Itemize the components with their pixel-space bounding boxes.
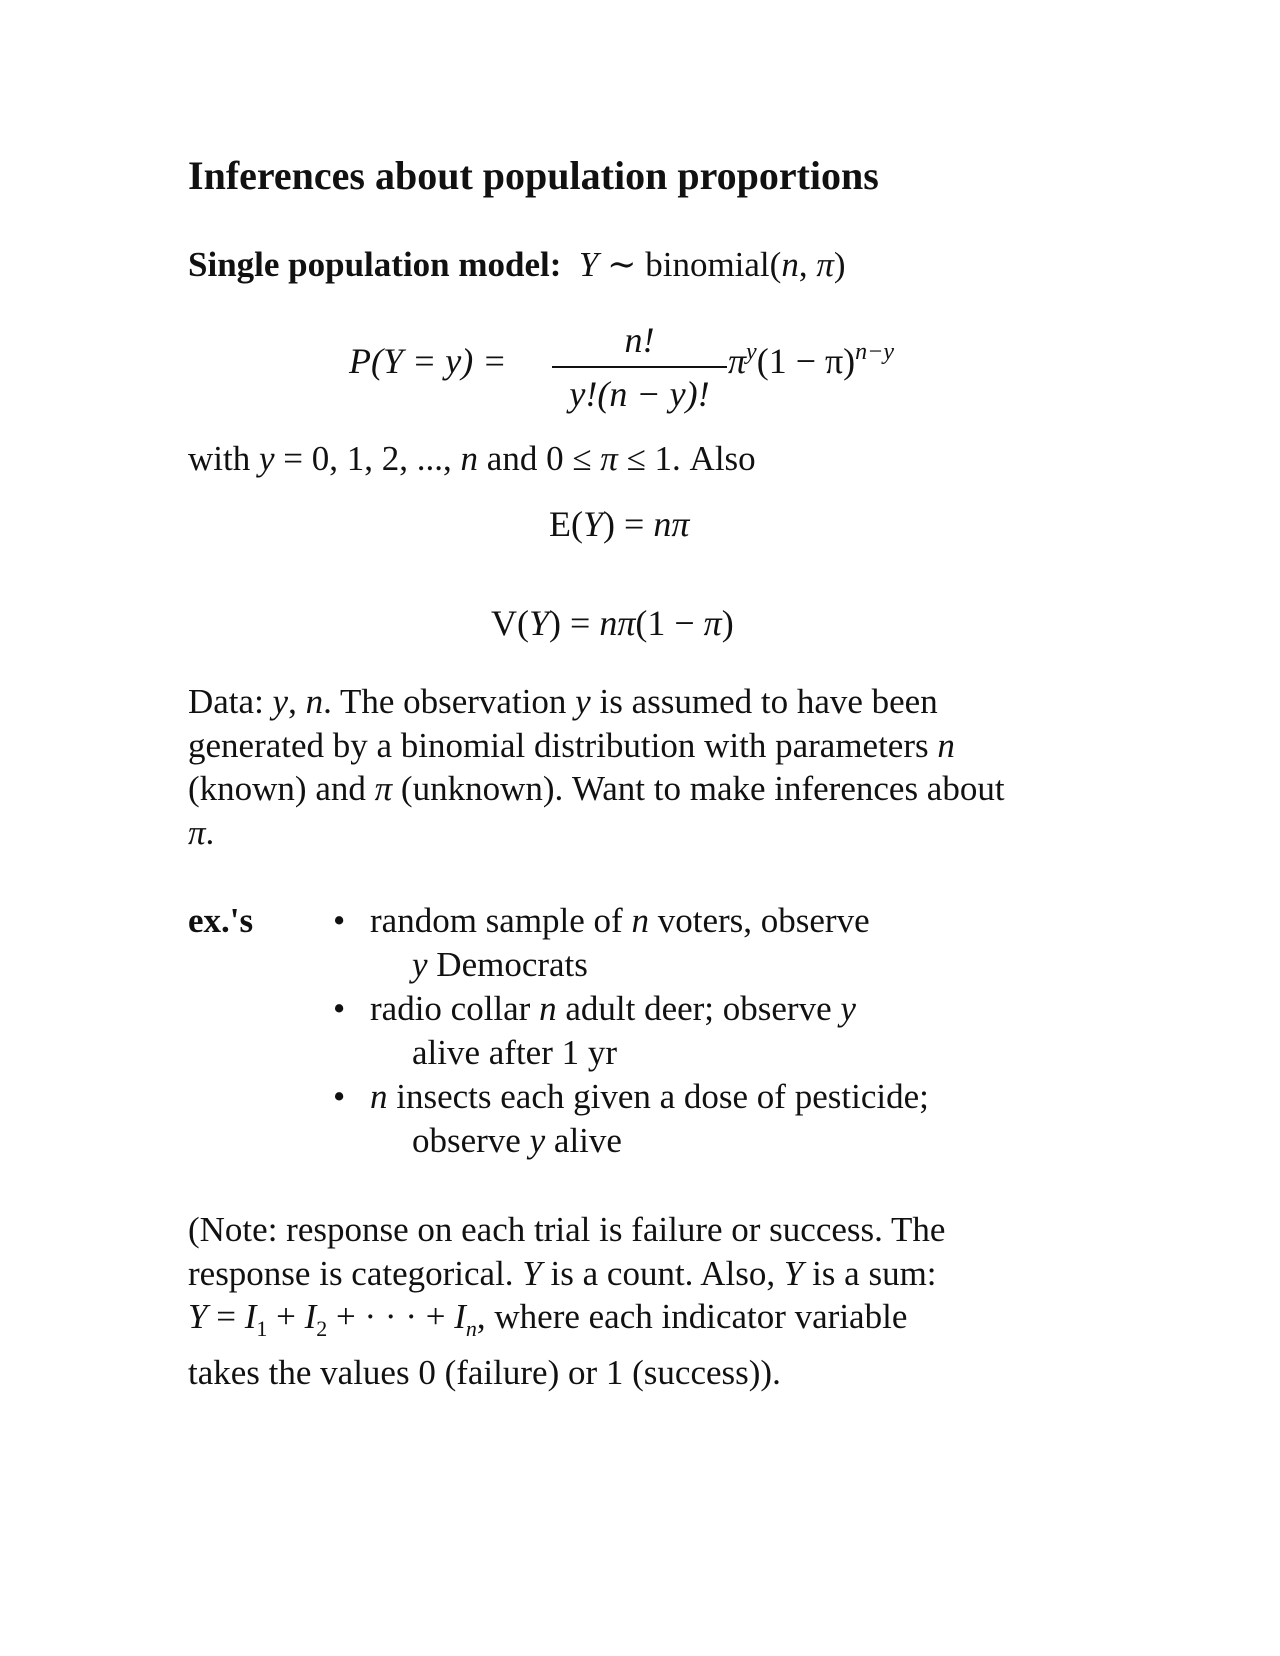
mean-formula bbox=[549, 503, 689, 545]
example-var-y: y bbox=[412, 945, 428, 984]
pmf-rhs-base: π bbox=[728, 341, 747, 381]
note-var-I: I bbox=[304, 1297, 317, 1336]
model-statement bbox=[188, 245, 846, 285]
var-var-pi: π bbox=[617, 603, 636, 643]
support-var-n: n bbox=[460, 439, 479, 478]
note-text: is a count. Also, bbox=[541, 1253, 784, 1293]
var-text-1: V( bbox=[491, 603, 529, 643]
mean-text-1: E( bbox=[549, 504, 583, 544]
mean-var-n: n bbox=[653, 504, 672, 544]
data-var-y: y bbox=[272, 682, 289, 721]
support-text-4: ≤ 1. Also bbox=[617, 439, 756, 478]
example-2-line-1 bbox=[370, 987, 856, 1031]
data-text: (unknown). Want to make inferences about bbox=[392, 769, 1005, 808]
model-dist-name: binomial( bbox=[645, 245, 782, 284]
page-title: Inferences about population proportions bbox=[188, 153, 879, 198]
note-line-2 bbox=[188, 1252, 945, 1296]
data-line-3 bbox=[188, 767, 1005, 811]
var-var-n: n bbox=[599, 603, 618, 643]
model-var-Y: Y bbox=[578, 245, 599, 284]
example-3-line-1 bbox=[370, 1075, 929, 1119]
pmf-lhs: P(Y = y) = bbox=[349, 341, 507, 381]
note-text: response is categorical. bbox=[188, 1253, 523, 1293]
var-text-3: (1 − bbox=[635, 603, 704, 643]
model-var-n: n bbox=[781, 245, 799, 284]
pmf-denominator: y!(n − y)! bbox=[569, 374, 710, 414]
data-line-4 bbox=[188, 811, 1005, 855]
example-text: random sample of bbox=[370, 901, 632, 940]
examples-label: ex.'s bbox=[188, 901, 254, 940]
data-text: , bbox=[288, 682, 306, 721]
example-text: Democrats bbox=[427, 945, 588, 984]
var-var-Y: Y bbox=[529, 603, 550, 643]
support-var-pi: π bbox=[600, 439, 618, 478]
example-text: observe bbox=[412, 1121, 530, 1160]
data-line-2 bbox=[188, 724, 1005, 768]
support-text-1: with bbox=[188, 439, 259, 478]
example-bullet-1: • bbox=[333, 901, 346, 940]
support-line bbox=[188, 437, 756, 481]
note-line-3 bbox=[188, 1295, 945, 1351]
example-text: voters, observe bbox=[648, 901, 870, 940]
data-var-pi: π bbox=[188, 812, 206, 852]
note-paragraph bbox=[188, 1208, 945, 1394]
note-text: = bbox=[207, 1297, 245, 1336]
pmf-numerator: n! bbox=[624, 320, 655, 360]
note-line-4: takes the values 0 (failure) or 1 (success)). bbox=[188, 1352, 781, 1392]
data-text: is assumed to have been bbox=[590, 682, 938, 721]
note-var-I: I bbox=[244, 1297, 257, 1336]
example-1-line-1 bbox=[370, 899, 870, 943]
note-text: is a sum: bbox=[803, 1253, 937, 1293]
data-text: (known) and bbox=[188, 769, 375, 808]
support-text-3: and 0 ≤ bbox=[478, 439, 601, 478]
data-text: . The observation bbox=[323, 682, 576, 721]
pmf-fraction bbox=[552, 318, 727, 416]
note-var-Y: Y bbox=[522, 1253, 542, 1293]
data-var-n: n bbox=[305, 682, 324, 721]
variance-formula bbox=[491, 602, 734, 644]
var-text-4: ) bbox=[721, 603, 734, 643]
note-subscript: 2 bbox=[316, 1316, 328, 1341]
example-var-y: y bbox=[529, 1121, 546, 1160]
note-var-Y: Y bbox=[783, 1253, 804, 1293]
model-label: Single population model: bbox=[188, 245, 562, 284]
data-text: . bbox=[205, 812, 215, 852]
note-subscript: n bbox=[465, 1316, 477, 1341]
data-text: generated by a binomial distribution with parameters bbox=[188, 725, 938, 765]
note-text: + · · · + bbox=[327, 1297, 455, 1336]
example-text: insects each given a dose of pesticide; bbox=[387, 1077, 929, 1116]
data-var-n: n bbox=[937, 725, 955, 765]
model-tilde: ∼ bbox=[607, 245, 637, 284]
mean-var-Y: Y bbox=[582, 504, 604, 544]
pmf-rhs-exp2: n−y bbox=[855, 339, 895, 365]
example-var-n: n bbox=[370, 1077, 388, 1116]
mean-text-2: ) = bbox=[603, 504, 654, 544]
example-2-line-2: alive after 1 yr bbox=[412, 1033, 618, 1072]
data-var-pi: π bbox=[374, 769, 393, 808]
pmf-rhs-mid: (1 − π) bbox=[756, 341, 856, 381]
note-var-Y: Y bbox=[188, 1297, 208, 1336]
data-line-1 bbox=[188, 680, 1005, 724]
model-comma: , bbox=[798, 245, 817, 284]
example-var-n: n bbox=[539, 989, 557, 1028]
example-3-line-2 bbox=[412, 1119, 622, 1163]
var-var-pi-2: π bbox=[703, 603, 722, 643]
note-subscript: 1 bbox=[256, 1316, 268, 1341]
pmf-fraction-bar bbox=[552, 366, 727, 368]
var-text-2: ) = bbox=[549, 603, 600, 643]
example-var-n: n bbox=[631, 901, 649, 940]
example-bullet-2: • bbox=[333, 989, 346, 1028]
model-var-pi: π bbox=[816, 245, 834, 284]
model-close: ) bbox=[833, 245, 846, 284]
data-text: Data: bbox=[188, 682, 273, 721]
example-bullet-3: • bbox=[333, 1077, 346, 1116]
support-var-y: y bbox=[258, 439, 275, 478]
example-text: adult deer; observe bbox=[556, 989, 841, 1028]
data-paragraph bbox=[188, 680, 1005, 854]
example-text: alive bbox=[545, 1121, 622, 1160]
support-text-2: = 0, 1, 2, ..., bbox=[274, 439, 461, 478]
example-var-y: y bbox=[840, 989, 856, 1028]
mean-var-pi: π bbox=[671, 504, 690, 544]
data-var-y: y bbox=[575, 682, 591, 721]
example-1-line-2 bbox=[412, 943, 588, 987]
example-text: radio collar bbox=[370, 989, 540, 1028]
note-text: + bbox=[267, 1297, 305, 1336]
note-var-I: I bbox=[454, 1297, 466, 1336]
note-text: , where each indicator variable bbox=[476, 1297, 908, 1336]
pmf-rhs bbox=[728, 340, 894, 382]
pmf-rhs-exp1: y bbox=[746, 339, 757, 365]
note-line-1: (Note: response on each trial is failure or success. The bbox=[188, 1210, 946, 1249]
